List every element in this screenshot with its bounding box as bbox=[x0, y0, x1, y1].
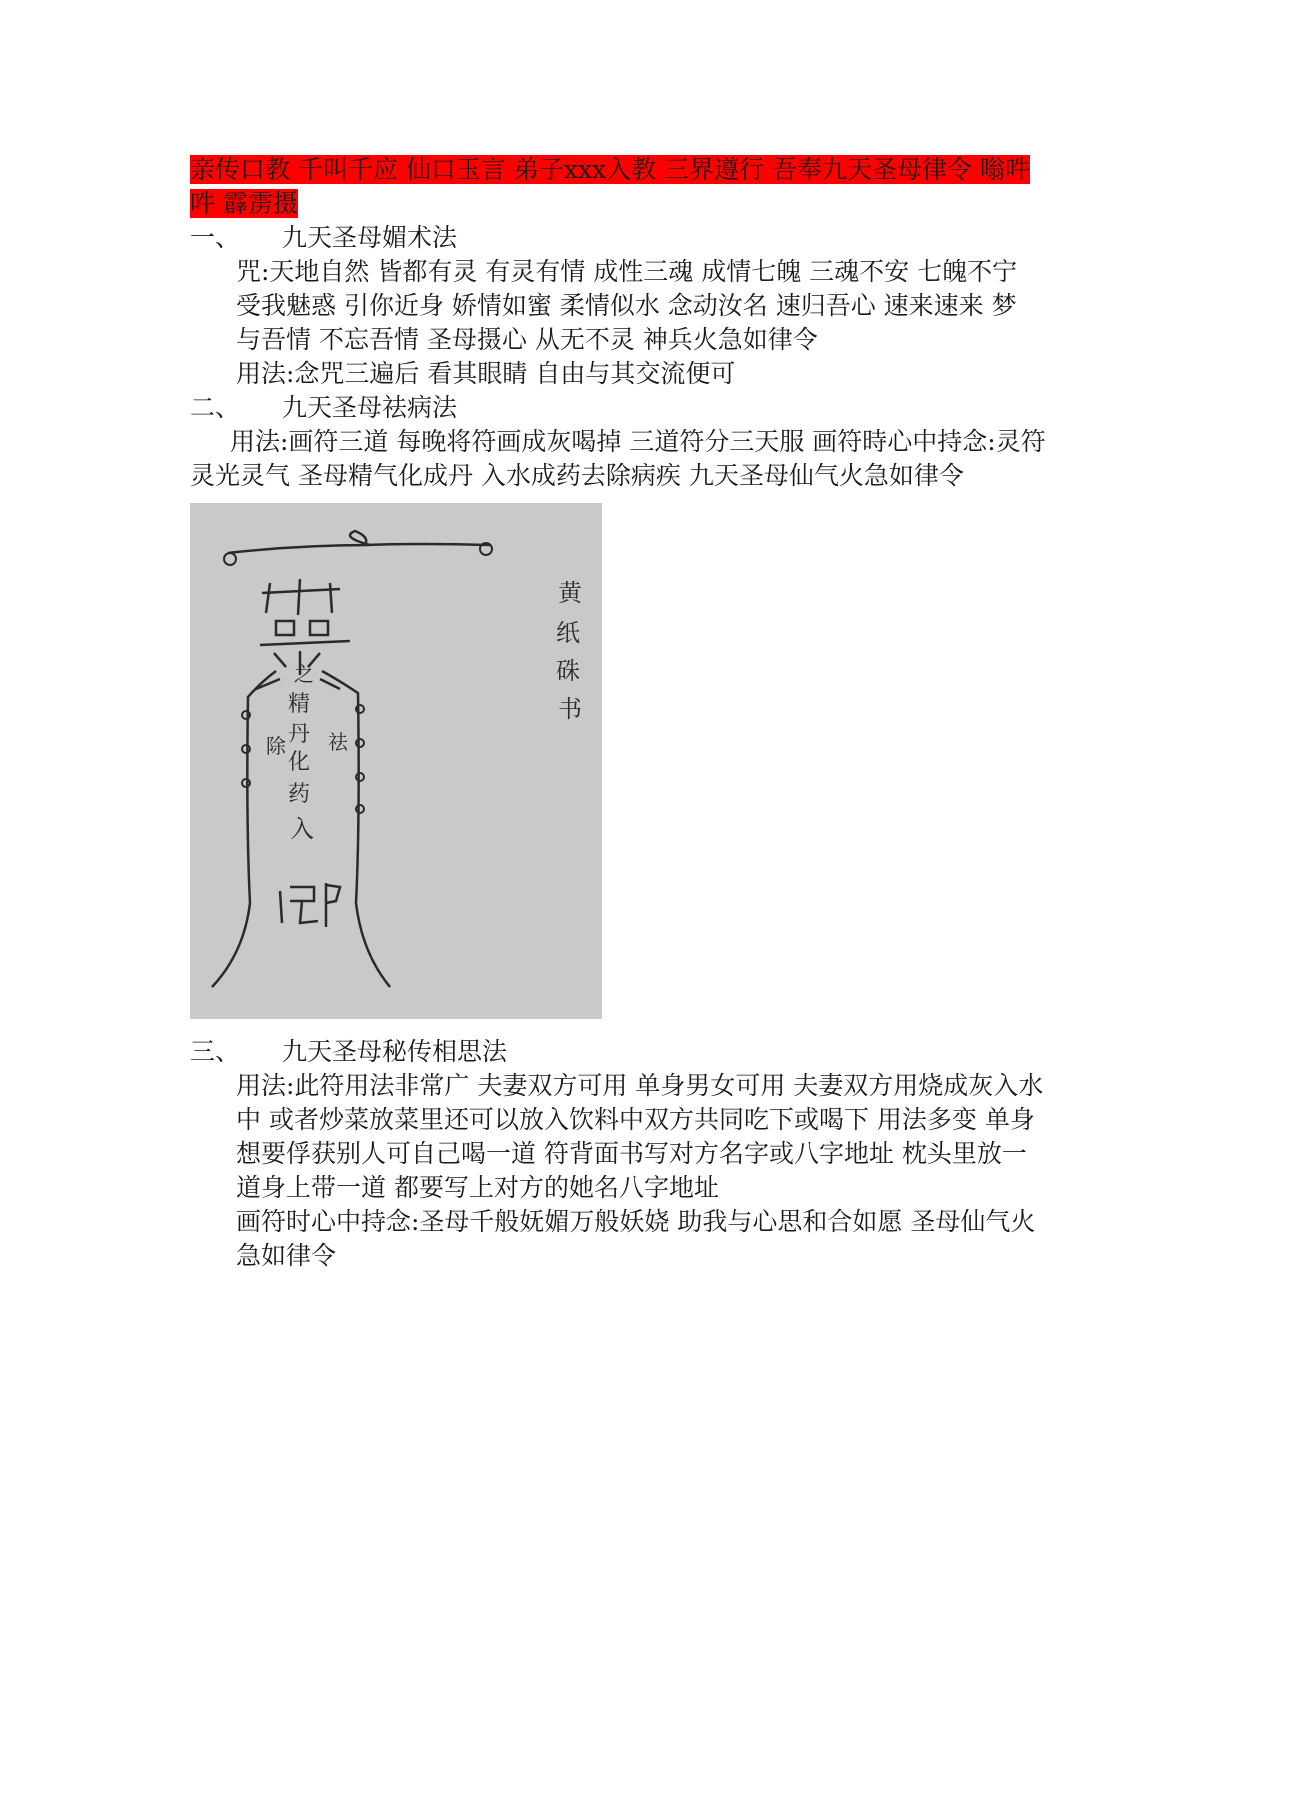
section-heading bbox=[190, 1035, 1095, 1069]
section-title: 九天圣母秘传相思法 bbox=[282, 1037, 508, 1066]
paragraph-line: 中 或者炒菜放菜里还可以放入饮料中双方共同吃下或喝下 用法多变 单身 bbox=[236, 1105, 1035, 1134]
talisman-char: 药 bbox=[288, 782, 311, 807]
document-content bbox=[190, 153, 1095, 1273]
paragraph-line: 用法:画符三道 每晚将符画成灰喝掉 三道符分三天服 画符時心中持念:灵符 bbox=[230, 427, 1046, 456]
paragraph-line: 用法:念咒三遍后 看其眼睛 自由与其交流便可 bbox=[236, 359, 736, 388]
section-number: 三、 bbox=[190, 1037, 241, 1066]
section-heading bbox=[190, 221, 1095, 255]
paragraph-line: 急如律令 bbox=[236, 1241, 337, 1270]
paragraph-line: 受我魅惑 引你近身 娇情如蜜 柔情似水 念动汝名 速归吾心 速来速来 梦 bbox=[236, 291, 1017, 320]
side-note-char: 书 bbox=[558, 695, 582, 723]
paragraph-line: 咒:天地自然 皆都有灵 有灵有情 成性三魂 成情七魄 三魂不安 七魄不宁 bbox=[236, 257, 1018, 286]
side-note-char: 黄 bbox=[558, 579, 582, 607]
talisman-drawing bbox=[190, 503, 602, 1019]
section-title: 九天圣母媚术法 bbox=[282, 223, 458, 252]
section-heading bbox=[190, 391, 1095, 425]
side-note-char: 纸 bbox=[556, 619, 580, 647]
talisman-char: 精 bbox=[288, 692, 311, 717]
talisman-char: 化 bbox=[288, 750, 311, 775]
section-number: 一、 bbox=[190, 223, 241, 252]
talisman-char: 丹 bbox=[288, 722, 311, 747]
section-title: 九天圣母祛病法 bbox=[282, 393, 458, 422]
paragraph-line: 与吾情 不忘吾情 圣母摄心 从无不灵 神兵火急如律令 bbox=[236, 325, 818, 354]
talisman-char: 入 bbox=[290, 815, 314, 843]
paragraph-line: 灵光灵气 圣母精气化成丹 入水成药去除病疾 九天圣母仙气火急如律令 bbox=[190, 461, 964, 490]
header-line bbox=[190, 153, 1095, 187]
talisman-outline-right bbox=[322, 671, 390, 987]
talisman-photo bbox=[190, 503, 602, 1019]
paragraph-line: 用法:此符用法非常广 夫妻双方可用 单身男女可用 夫妻双方用烧成灰入水 bbox=[236, 1071, 1044, 1100]
highlighted-text: 吽 霹雳摄 bbox=[190, 189, 298, 218]
talisman-curl bbox=[224, 553, 236, 565]
paragraph-line: 道身上带一道 都要写上对方的她名八字地址 bbox=[236, 1173, 719, 1202]
paragraph-line: 想要俘获别人可自己喝一道 符背面书写对方名字或八字地址 枕头里放一 bbox=[236, 1139, 1027, 1168]
talisman-top-stroke bbox=[228, 531, 490, 553]
talisman-char: 之 bbox=[294, 662, 314, 686]
side-note-char: 硃 bbox=[556, 657, 580, 685]
talisman-char: 除 bbox=[266, 734, 286, 758]
highlighted-text: 亲传口教 千叫千应 仙口玉言 弟子xxx入教 三界遵行 吾奉九天圣母律令 嗡吽 bbox=[190, 155, 1030, 184]
paragraph-line: 画符时心中持念:圣母千般妩媚万般妖娆 助我与心思和合如愿 圣母仙气火 bbox=[236, 1207, 1036, 1236]
header-line bbox=[190, 187, 1095, 221]
talisman-seal-glyph bbox=[280, 883, 340, 927]
section-number: 二、 bbox=[190, 393, 241, 422]
talisman-char: 祛 bbox=[328, 730, 348, 754]
